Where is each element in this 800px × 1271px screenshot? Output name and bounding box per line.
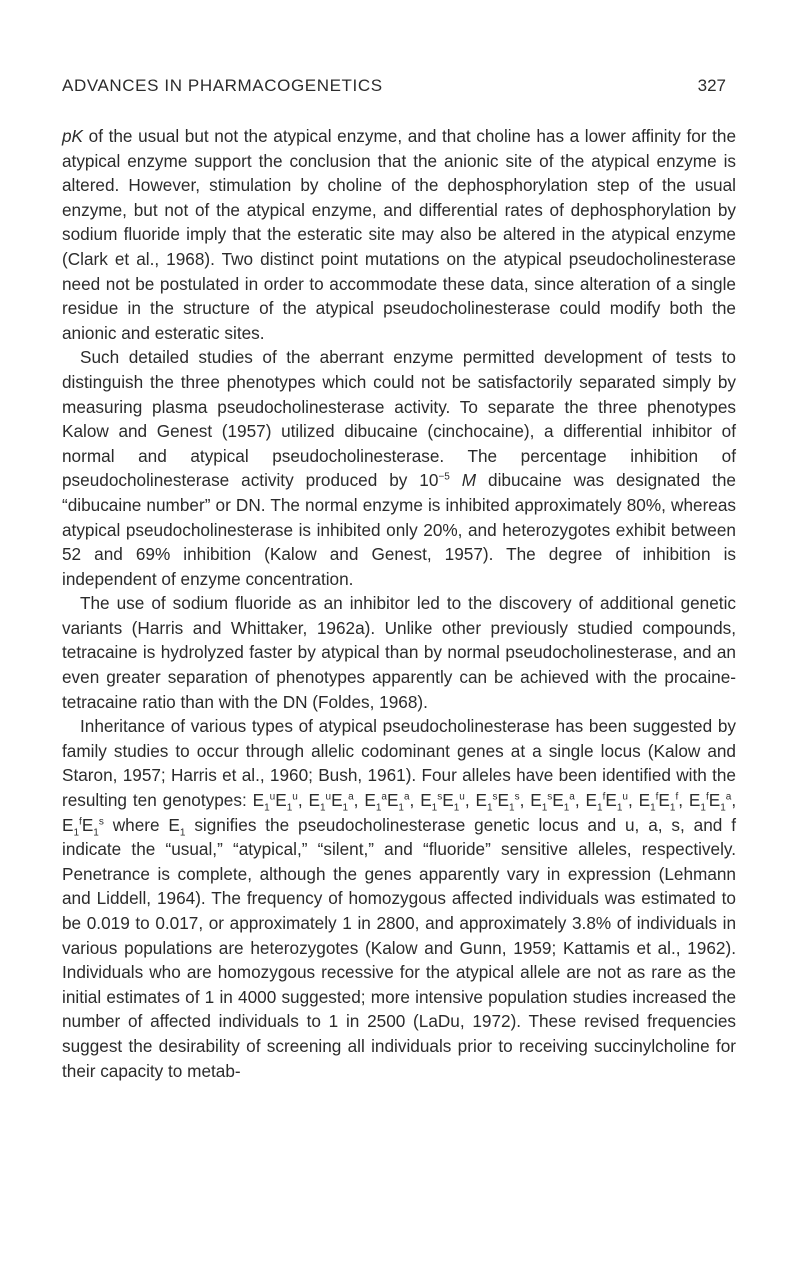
subscript: 1 [179,827,186,839]
text-run: , E [62,790,737,835]
superscript: s [547,791,553,803]
subscript: 1 [73,827,80,839]
superscript: f [602,791,606,803]
superscript: a [348,791,354,803]
subscript: 1 [93,827,99,839]
text-run: dibucaine was designated the “dibucaine number” or DN. The normal enzyme is inhibited approximately 80%, whereas atypical pseudocholinesterase is inhibited only 20%, and heterozygotes exhibit between 52 and 69% inhibition (Kalow and Genest, 1957). The degree of inhibition is independent of enzyme concentration. [62,470,736,589]
page-number: 327 [697,76,726,95]
subscript: 1 [375,802,382,814]
superscript: f [675,791,679,803]
subscript: 1 [319,802,326,814]
text-run: E [605,790,617,811]
text-run: signifies the pseudocholinesterase genetic locus and u, a, s, and f indicate the “usual,” “atypical,” “silent,” and “fluoride” sensitive alleles, respectively. Penetrance is complete, although the genes apparently vary in expression (Lehmann and Liddell, 1964). The frequency of homozygous affected individuals was estimated to be 0.019 to 0.017, or approximately 1 in 2800, and approximately 3.8% of individuals in various populations are heterozygotes (Kalow and Gunn, 1959; Kattamis et al., 1962). Individuals who are homozygous recessive for the atypical allele are not as rare as the initial estimates of 1 in 4000 suggested; more intensive population studies increased the number of affected individuals to 1 in 2500 (LaDu, 1972). These revised frequencies suggest the desirability of screening all individuals prior to receiving succinylcholine for their capacity to metab- [62,814,736,1081]
text-run: of the usual but not the atypical enzyme, and that choline has a lower affinity for the atypical enzyme support the conclusion that the anionic site of the atypical enzyme is altered. However, stimulation by choline of the dephosphorylation step of the usual enzyme, but not of the atypical enzyme, and differential rates of dephosphorylation by sodium fluoride imply that the esteratic site may also be altered in the atypical enzyme (Clark et al., 1968). Two distinct point mutations on the atypical pseudocholinesterase need not be postulated in order to accommodate these data, since alteration of a single residue in the structure of the atypical pseudocholinesterase could modify both the anionic and esteratic sites. [62,126,736,343]
superscript: s [98,815,104,827]
subscript: 1 [563,802,570,814]
superscript: u [622,791,628,803]
text-run: , E [627,790,651,811]
superscript: f [79,815,82,827]
text-run: where E [103,814,180,835]
subscript: 1 [650,802,656,814]
text-run: , E [574,790,597,811]
subscript: 1 [453,802,460,814]
subscript: 1 [669,802,676,814]
superscript: s [514,791,520,803]
text-run: E [81,814,94,835]
subscript: 1 [700,802,706,814]
text-run: E [331,790,343,811]
body-text [62,124,736,1083]
paragraph [62,714,736,1083]
text-run: E [442,790,454,811]
superscript: f [655,791,659,803]
subscript: 1 [342,802,349,814]
text-run: Such detailed studies of the aberrant enzyme permitted development of tests to distinguish the three phenotypes which could not be satisfactorily separated simply by measuring plasma pseudocholinesterase activity. To separate the three phenotypes Kalow and Genest (1957) utilized dibucaine (cinchocaine), a differential inhibitor of normal and atypical pseudocholinesterase. The percentage inhibition of pseudocholinesterase activity produced by 10 [62,347,736,491]
superscript: s [492,791,498,803]
paragraph [62,345,736,591]
subscript: 1 [720,802,726,814]
superscript: f [705,791,709,803]
paragraph [62,591,736,714]
text-run: E [497,790,509,811]
subscript: 1 [286,802,293,814]
superscript: u [292,791,298,803]
text-run: E [386,790,399,811]
subscript: 1 [616,802,623,814]
text-run: M [461,470,477,491]
superscript: a [381,791,387,803]
running-title: ADVANCES IN PHARMACOGENETICS [62,76,383,95]
text-run: Inheritance of various types of atypical pseudocholinesterase has been suggested by family studies to occur through allelic codominant genes at a single locus (Kalow and Staron, 1957; Harris et al., 1960; Bush, 1961). Four alleles have been identified with the resulting ten genotypes: E [62,716,736,811]
text-run: E [708,790,721,811]
text-run: , E [353,790,376,811]
paragraph [62,124,736,345]
subscript: 1 [541,802,548,814]
superscript: u [459,791,465,803]
subscript: 1 [264,802,270,814]
text-run: E [275,790,287,811]
text-run: , E [678,790,701,811]
superscript: −5 [438,471,450,483]
text-run: , E [464,790,487,811]
subscript: 1 [486,802,493,814]
running-head [62,76,726,102]
subscript: 1 [597,802,603,814]
text-run: E [658,790,670,811]
superscript: u [325,791,332,803]
superscript: a [403,791,410,803]
text-run: The use of sodium fluoride as an inhibitor led to the discovery of additional genetic variants (Harris and Whittaker, 1962a). Unlike other previously studied compounds, tetracaine is hydrolyzed faster by atypical than by normal pseudocholinesterase, and an even greater separation of phenotypes apparently can be achieved with the procaine-tetracaine ratio than with the DN (Foldes, 1968). [62,593,736,712]
text-run: E [552,790,564,811]
text-run: , E [297,790,320,811]
superscript: u [269,791,276,803]
superscript: s [437,791,443,803]
subscript: 1 [398,802,404,814]
text-run [450,470,462,490]
subscript: 1 [509,802,515,814]
subscript: 1 [431,802,438,814]
text-run: pK [62,126,84,146]
text-run: , E [519,790,542,811]
superscript: a [725,791,732,803]
superscript: a [569,791,575,803]
text-run: , E [409,790,432,811]
